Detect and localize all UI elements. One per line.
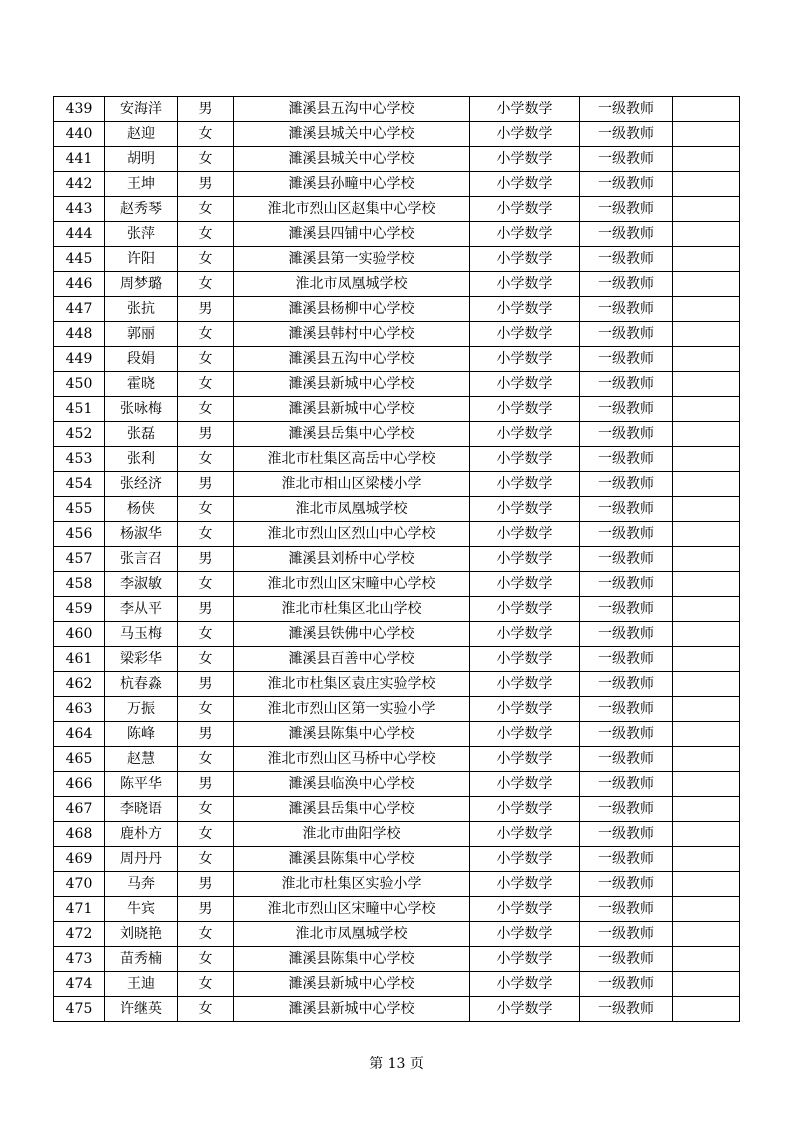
school-name-cell: 淮北市烈山区烈山中心学校	[234, 522, 470, 547]
teacher-name-cell: 赵秀琴	[105, 197, 178, 222]
subject-cell: 小学数学	[470, 922, 580, 947]
subject-cell: 小学数学	[470, 647, 580, 672]
table-row	[54, 972, 740, 997]
subject-cell: 小学数学	[470, 697, 580, 722]
school-name-cell: 濉溪县韩村中心学校	[234, 322, 470, 347]
title-level-cell: 一级教师	[580, 497, 673, 522]
gender-cell: 女	[178, 822, 234, 847]
table-row	[54, 247, 740, 272]
row-number-cell: 470	[54, 872, 105, 897]
remarks-cell	[673, 272, 740, 297]
school-name-cell: 濉溪县新城中心学校	[234, 397, 470, 422]
school-name-cell: 濉溪县新城中心学校	[234, 997, 470, 1022]
subject-cell: 小学数学	[470, 972, 580, 997]
title-level-cell: 一级教师	[580, 697, 673, 722]
title-level-cell: 一级教师	[580, 722, 673, 747]
title-level-cell: 一级教师	[580, 172, 673, 197]
teacher-name-cell: 周梦璐	[105, 272, 178, 297]
gender-cell: 女	[178, 622, 234, 647]
title-level-cell: 一级教师	[580, 322, 673, 347]
table-row	[54, 347, 740, 372]
title-level-cell: 一级教师	[580, 97, 673, 122]
table-row	[54, 322, 740, 347]
subject-cell: 小学数学	[470, 272, 580, 297]
table-row	[54, 547, 740, 572]
title-level-cell: 一级教师	[580, 397, 673, 422]
remarks-cell	[673, 697, 740, 722]
school-name-cell: 濉溪县第一实验学校	[234, 247, 470, 272]
row-number-cell: 440	[54, 122, 105, 147]
table-row	[54, 97, 740, 122]
gender-cell: 女	[178, 197, 234, 222]
teacher-name-cell: 李淑敏	[105, 572, 178, 597]
remarks-cell	[673, 197, 740, 222]
subject-cell: 小学数学	[470, 547, 580, 572]
table-row	[54, 172, 740, 197]
table-row	[54, 697, 740, 722]
school-name-cell: 淮北市杜集区袁庄实验学校	[234, 672, 470, 697]
subject-cell: 小学数学	[470, 472, 580, 497]
remarks-cell	[673, 97, 740, 122]
school-name-cell: 濉溪县陈集中心学校	[234, 722, 470, 747]
subject-cell: 小学数学	[470, 447, 580, 472]
teacher-name-cell: 郭丽	[105, 322, 178, 347]
remarks-cell	[673, 947, 740, 972]
row-number-cell: 443	[54, 197, 105, 222]
title-level-cell: 一级教师	[580, 847, 673, 872]
row-number-cell: 465	[54, 747, 105, 772]
remarks-cell	[673, 972, 740, 997]
title-level-cell: 一级教师	[580, 622, 673, 647]
school-name-cell: 濉溪县孙疃中心学校	[234, 172, 470, 197]
remarks-cell	[673, 497, 740, 522]
gender-cell: 女	[178, 997, 234, 1022]
table-row	[54, 747, 740, 772]
gender-cell: 女	[178, 847, 234, 872]
title-level-cell: 一级教师	[580, 447, 673, 472]
teacher-name-cell: 霍晓	[105, 372, 178, 397]
title-level-cell: 一级教师	[580, 822, 673, 847]
gender-cell: 男	[178, 97, 234, 122]
subject-cell: 小学数学	[470, 597, 580, 622]
subject-cell: 小学数学	[470, 197, 580, 222]
gender-cell: 男	[178, 297, 234, 322]
gender-cell: 女	[178, 497, 234, 522]
remarks-cell	[673, 672, 740, 697]
table-row	[54, 147, 740, 172]
gender-cell: 女	[178, 372, 234, 397]
teacher-name-cell: 张萍	[105, 222, 178, 247]
subject-cell: 小学数学	[470, 822, 580, 847]
subject-cell: 小学数学	[470, 372, 580, 397]
gender-cell: 男	[178, 722, 234, 747]
gender-cell: 女	[178, 447, 234, 472]
row-number-cell: 473	[54, 947, 105, 972]
gender-cell: 女	[178, 972, 234, 997]
school-name-cell: 濉溪县岳集中心学校	[234, 422, 470, 447]
remarks-cell	[673, 522, 740, 547]
school-name-cell: 濉溪县陈集中心学校	[234, 847, 470, 872]
gender-cell: 女	[178, 147, 234, 172]
row-number-cell: 471	[54, 897, 105, 922]
gender-cell: 女	[178, 122, 234, 147]
table-row	[54, 297, 740, 322]
teacher-name-cell: 胡明	[105, 147, 178, 172]
school-name-cell: 濉溪县临涣中心学校	[234, 772, 470, 797]
gender-cell: 女	[178, 222, 234, 247]
remarks-cell	[673, 347, 740, 372]
title-level-cell: 一级教师	[580, 122, 673, 147]
gender-cell: 男	[178, 172, 234, 197]
row-number-cell: 453	[54, 447, 105, 472]
row-number-cell: 451	[54, 397, 105, 422]
remarks-cell	[673, 147, 740, 172]
gender-cell: 女	[178, 922, 234, 947]
title-level-cell: 一级教师	[580, 747, 673, 772]
row-number-cell: 459	[54, 597, 105, 622]
teacher-name-cell: 许阳	[105, 247, 178, 272]
table-row	[54, 947, 740, 972]
teacher-name-cell: 梁彩华	[105, 647, 178, 672]
table-row	[54, 822, 740, 847]
teacher-name-cell: 赵慧	[105, 747, 178, 772]
subject-cell: 小学数学	[470, 347, 580, 372]
school-name-cell: 淮北市烈山区宋疃中心学校	[234, 897, 470, 922]
title-level-cell: 一级教师	[580, 422, 673, 447]
school-name-cell: 濉溪县百善中心学校	[234, 647, 470, 672]
title-level-cell: 一级教师	[580, 897, 673, 922]
remarks-cell	[673, 547, 740, 572]
gender-cell: 男	[178, 597, 234, 622]
table-row	[54, 522, 740, 547]
remarks-cell	[673, 222, 740, 247]
title-level-cell: 一级教师	[580, 197, 673, 222]
remarks-cell	[673, 772, 740, 797]
subject-cell: 小学数学	[470, 572, 580, 597]
row-number-cell: 457	[54, 547, 105, 572]
gender-cell: 男	[178, 772, 234, 797]
title-level-cell: 一级教师	[580, 647, 673, 672]
table-row	[54, 922, 740, 947]
remarks-cell	[673, 797, 740, 822]
school-name-cell: 淮北市凤凰城学校	[234, 497, 470, 522]
school-name-cell: 濉溪县陈集中心学校	[234, 947, 470, 972]
row-number-cell: 460	[54, 622, 105, 647]
gender-cell: 女	[178, 947, 234, 972]
teacher-name-cell: 万振	[105, 697, 178, 722]
remarks-cell	[673, 847, 740, 872]
school-name-cell: 淮北市杜集区高岳中心学校	[234, 447, 470, 472]
title-level-cell: 一级教师	[580, 972, 673, 997]
gender-cell: 男	[178, 872, 234, 897]
teacher-name-cell: 杨侠	[105, 497, 178, 522]
row-number-cell: 448	[54, 322, 105, 347]
teacher-name-cell: 鹿朴方	[105, 822, 178, 847]
title-level-cell: 一级教师	[580, 472, 673, 497]
gender-cell: 女	[178, 747, 234, 772]
row-number-cell: 469	[54, 847, 105, 872]
remarks-cell	[673, 722, 740, 747]
title-level-cell: 一级教师	[580, 772, 673, 797]
remarks-cell	[673, 322, 740, 347]
teacher-name-cell: 陈平华	[105, 772, 178, 797]
table-row	[54, 447, 740, 472]
title-level-cell: 一级教师	[580, 797, 673, 822]
school-name-cell: 濉溪县四铺中心学校	[234, 222, 470, 247]
row-number-cell: 461	[54, 647, 105, 672]
subject-cell: 小学数学	[470, 247, 580, 272]
school-name-cell: 淮北市杜集区实验小学	[234, 872, 470, 897]
subject-cell: 小学数学	[470, 97, 580, 122]
remarks-cell	[673, 597, 740, 622]
gender-cell: 男	[178, 547, 234, 572]
teacher-name-cell: 马玉梅	[105, 622, 178, 647]
remarks-cell	[673, 472, 740, 497]
school-name-cell: 淮北市凤凰城学校	[234, 272, 470, 297]
remarks-cell	[673, 372, 740, 397]
teacher-name-cell: 张磊	[105, 422, 178, 447]
row-number-cell: 468	[54, 822, 105, 847]
title-level-cell: 一级教师	[580, 922, 673, 947]
title-level-cell: 一级教师	[580, 597, 673, 622]
teacher-name-cell: 张抗	[105, 297, 178, 322]
row-number-cell: 447	[54, 297, 105, 322]
remarks-cell	[673, 422, 740, 447]
gender-cell: 男	[178, 422, 234, 447]
teacher-name-cell: 张利	[105, 447, 178, 472]
gender-cell: 男	[178, 897, 234, 922]
roster-body	[54, 97, 740, 1022]
subject-cell: 小学数学	[470, 947, 580, 972]
row-number-cell: 441	[54, 147, 105, 172]
title-level-cell: 一级教师	[580, 297, 673, 322]
subject-cell: 小学数学	[470, 122, 580, 147]
teacher-name-cell: 安海洋	[105, 97, 178, 122]
table-row	[54, 397, 740, 422]
teacher-name-cell: 周丹丹	[105, 847, 178, 872]
teacher-name-cell: 赵迎	[105, 122, 178, 147]
subject-cell: 小学数学	[470, 897, 580, 922]
subject-cell: 小学数学	[470, 997, 580, 1022]
subject-cell: 小学数学	[470, 422, 580, 447]
remarks-cell	[673, 747, 740, 772]
row-number-cell: 472	[54, 922, 105, 947]
subject-cell: 小学数学	[470, 147, 580, 172]
subject-cell: 小学数学	[470, 672, 580, 697]
title-level-cell: 一级教师	[580, 672, 673, 697]
school-name-cell: 濉溪县新城中心学校	[234, 372, 470, 397]
remarks-cell	[673, 997, 740, 1022]
title-level-cell: 一级教师	[580, 372, 673, 397]
row-number-cell: 474	[54, 972, 105, 997]
table-row	[54, 122, 740, 147]
remarks-cell	[673, 247, 740, 272]
subject-cell: 小学数学	[470, 797, 580, 822]
remarks-cell	[673, 822, 740, 847]
teacher-name-cell: 刘晓艳	[105, 922, 178, 947]
subject-cell: 小学数学	[470, 522, 580, 547]
teacher-name-cell: 王迪	[105, 972, 178, 997]
school-name-cell: 淮北市曲阳学校	[234, 822, 470, 847]
subject-cell: 小学数学	[470, 747, 580, 772]
gender-cell: 女	[178, 247, 234, 272]
row-number-cell: 456	[54, 522, 105, 547]
table-row	[54, 572, 740, 597]
title-level-cell: 一级教师	[580, 272, 673, 297]
teacher-name-cell: 杨淑华	[105, 522, 178, 547]
subject-cell: 小学数学	[470, 222, 580, 247]
teacher-name-cell: 段娟	[105, 347, 178, 372]
subject-cell: 小学数学	[470, 722, 580, 747]
table-row	[54, 272, 740, 297]
remarks-cell	[673, 172, 740, 197]
subject-cell: 小学数学	[470, 872, 580, 897]
table-row	[54, 197, 740, 222]
row-number-cell: 458	[54, 572, 105, 597]
subject-cell: 小学数学	[470, 497, 580, 522]
teacher-name-cell: 李从平	[105, 597, 178, 622]
school-name-cell: 濉溪县杨柳中心学校	[234, 297, 470, 322]
teacher-name-cell: 苗秀楠	[105, 947, 178, 972]
gender-cell: 男	[178, 472, 234, 497]
school-name-cell: 濉溪县铁佛中心学校	[234, 622, 470, 647]
gender-cell: 女	[178, 322, 234, 347]
school-name-cell: 淮北市烈山区马桥中心学校	[234, 747, 470, 772]
school-name-cell: 淮北市烈山区宋疃中心学校	[234, 572, 470, 597]
table-row	[54, 422, 740, 447]
gender-cell: 女	[178, 647, 234, 672]
remarks-cell	[673, 572, 740, 597]
teacher-name-cell: 杭春淼	[105, 672, 178, 697]
table-row	[54, 622, 740, 647]
row-number-cell: 455	[54, 497, 105, 522]
remarks-cell	[673, 122, 740, 147]
subject-cell: 小学数学	[470, 847, 580, 872]
row-number-cell: 439	[54, 97, 105, 122]
table-row	[54, 772, 740, 797]
school-name-cell: 濉溪县城关中心学校	[234, 147, 470, 172]
table-row	[54, 847, 740, 872]
subject-cell: 小学数学	[470, 772, 580, 797]
gender-cell: 女	[178, 397, 234, 422]
row-number-cell: 464	[54, 722, 105, 747]
title-level-cell: 一级教师	[580, 547, 673, 572]
teacher-name-cell: 许继英	[105, 997, 178, 1022]
remarks-cell	[673, 397, 740, 422]
gender-cell: 女	[178, 272, 234, 297]
gender-cell: 男	[178, 672, 234, 697]
title-level-cell: 一级教师	[580, 997, 673, 1022]
teacher-name-cell: 张言召	[105, 547, 178, 572]
page-number: 第 13 页	[369, 1056, 424, 1072]
table-row	[54, 497, 740, 522]
title-level-cell: 一级教师	[580, 347, 673, 372]
subject-cell: 小学数学	[470, 397, 580, 422]
remarks-cell	[673, 647, 740, 672]
row-number-cell: 467	[54, 797, 105, 822]
title-level-cell: 一级教师	[580, 222, 673, 247]
school-name-cell: 濉溪县五沟中心学校	[234, 347, 470, 372]
teacher-name-cell: 张咏梅	[105, 397, 178, 422]
row-number-cell: 452	[54, 422, 105, 447]
school-name-cell: 淮北市烈山区第一实验小学	[234, 697, 470, 722]
teacher-name-cell: 李晓语	[105, 797, 178, 822]
title-level-cell: 一级教师	[580, 947, 673, 972]
gender-cell: 女	[178, 347, 234, 372]
table-row	[54, 597, 740, 622]
remarks-cell	[673, 872, 740, 897]
teacher-name-cell: 陈峰	[105, 722, 178, 747]
gender-cell: 女	[178, 572, 234, 597]
teacher-roster-table	[53, 96, 740, 1022]
school-name-cell: 濉溪县岳集中心学校	[234, 797, 470, 822]
title-level-cell: 一级教师	[580, 147, 673, 172]
title-level-cell: 一级教师	[580, 872, 673, 897]
subject-cell: 小学数学	[470, 172, 580, 197]
subject-cell: 小学数学	[470, 297, 580, 322]
row-number-cell: 454	[54, 472, 105, 497]
table-row	[54, 372, 740, 397]
remarks-cell	[673, 922, 740, 947]
remarks-cell	[673, 447, 740, 472]
row-number-cell: 462	[54, 672, 105, 697]
table-row	[54, 797, 740, 822]
table-row	[54, 997, 740, 1022]
row-number-cell: 442	[54, 172, 105, 197]
school-name-cell: 濉溪县新城中心学校	[234, 972, 470, 997]
subject-cell: 小学数学	[470, 622, 580, 647]
teacher-name-cell: 张经济	[105, 472, 178, 497]
teacher-name-cell: 牛宾	[105, 897, 178, 922]
row-number-cell: 445	[54, 247, 105, 272]
school-name-cell: 濉溪县刘桥中心学校	[234, 547, 470, 572]
table-row	[54, 722, 740, 747]
gender-cell: 女	[178, 797, 234, 822]
row-number-cell: 475	[54, 997, 105, 1022]
school-name-cell: 淮北市杜集区北山学校	[234, 597, 470, 622]
school-name-cell: 淮北市凤凰城学校	[234, 922, 470, 947]
school-name-cell: 濉溪县五沟中心学校	[234, 97, 470, 122]
title-level-cell: 一级教师	[580, 572, 673, 597]
remarks-cell	[673, 897, 740, 922]
gender-cell: 女	[178, 522, 234, 547]
row-number-cell: 450	[54, 372, 105, 397]
school-name-cell: 濉溪县城关中心学校	[234, 122, 470, 147]
table-row	[54, 672, 740, 697]
row-number-cell: 446	[54, 272, 105, 297]
title-level-cell: 一级教师	[580, 247, 673, 272]
row-number-cell: 444	[54, 222, 105, 247]
subject-cell: 小学数学	[470, 322, 580, 347]
row-number-cell: 466	[54, 772, 105, 797]
table-row	[54, 647, 740, 672]
row-number-cell: 463	[54, 697, 105, 722]
gender-cell: 女	[178, 697, 234, 722]
school-name-cell: 淮北市相山区梁楼小学	[234, 472, 470, 497]
table-row	[54, 897, 740, 922]
remarks-cell	[673, 297, 740, 322]
table-row	[54, 472, 740, 497]
school-name-cell: 淮北市烈山区赵集中心学校	[234, 197, 470, 222]
remarks-cell	[673, 622, 740, 647]
teacher-name-cell: 王坤	[105, 172, 178, 197]
row-number-cell: 449	[54, 347, 105, 372]
table-row	[54, 872, 740, 897]
table-row	[54, 222, 740, 247]
title-level-cell: 一级教师	[580, 522, 673, 547]
teacher-name-cell: 马奔	[105, 872, 178, 897]
